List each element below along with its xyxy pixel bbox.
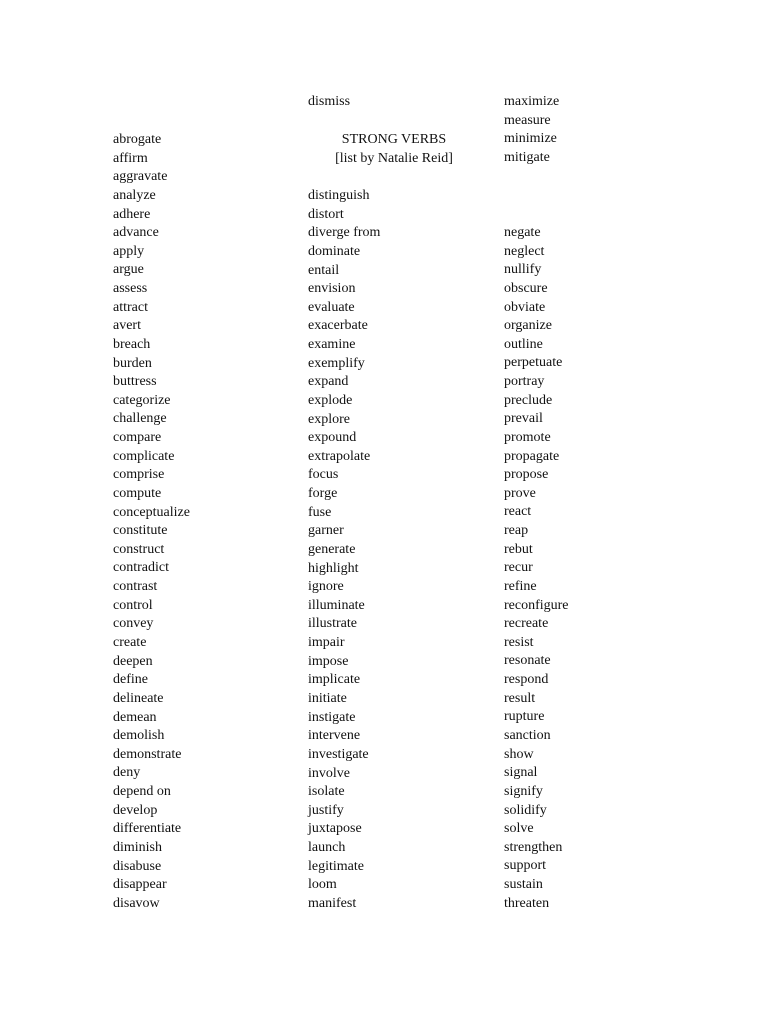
left-column-word: differentiate <box>113 821 182 837</box>
right-column-word: minimize <box>504 131 557 147</box>
right-column-word: solve <box>504 821 534 837</box>
left-column-word: affirm <box>113 150 148 166</box>
middle-column-word: explore <box>308 411 350 427</box>
middle-column-word: generate <box>308 541 356 557</box>
left-column-word: disabuse <box>113 858 162 874</box>
middle-column-word: fuse <box>308 504 332 520</box>
left-column-word: diminish <box>113 839 163 855</box>
left-column-word: compute <box>113 485 162 501</box>
right-column-word: obviate <box>504 299 546 315</box>
left-column-word: develop <box>113 802 158 818</box>
right-column-word: result <box>504 690 536 706</box>
middle-column-word: instigate <box>308 709 356 725</box>
left-column-word: categorize <box>113 392 171 408</box>
left-column-word: complicate <box>113 448 175 464</box>
left-column-word: create <box>113 635 147 650</box>
left-column-word: construct <box>113 541 165 557</box>
right-column-word: resist <box>504 634 534 650</box>
right-column-word: outline <box>504 336 543 352</box>
middle-column-word: implicate <box>308 672 361 688</box>
right-column-word: signal <box>504 765 538 781</box>
middle-column-word: evaluate <box>308 299 355 315</box>
left-column-word: aggravate <box>113 169 168 185</box>
right-column-word: neglect <box>504 243 545 259</box>
right-column-word: maximize <box>504 94 560 109</box>
left-column-word: apply <box>113 243 145 259</box>
right-column-word: reconfigure <box>504 597 569 613</box>
document-title: STRONG VERBS <box>341 132 447 147</box>
left-column-word: challenge <box>113 411 167 427</box>
middle-column-word: distinguish <box>308 188 370 203</box>
right-column-word: propose <box>504 467 549 483</box>
middle-column-word: initiate <box>308 691 347 706</box>
middle-column-word: dismiss <box>308 94 351 109</box>
left-column-word: advance <box>113 225 159 241</box>
middle-column-word: garner <box>308 523 344 539</box>
middle-column-word: distort <box>308 206 344 222</box>
middle-column-word: isolate <box>308 784 345 800</box>
left-column-word: comprise <box>113 467 165 483</box>
right-column-word: rupture <box>504 709 545 725</box>
left-column-word: assess <box>113 281 148 297</box>
right-column-word: support <box>504 858 546 874</box>
middle-column-word: examine <box>308 337 356 353</box>
right-column-word: promote <box>504 429 551 445</box>
right-column-word: show <box>504 746 534 762</box>
right-column-word: reap <box>504 523 529 539</box>
right-column-word: recur <box>504 560 533 576</box>
left-column-word: demonstrate <box>113 746 182 762</box>
left-column-word: compare <box>113 430 162 446</box>
middle-column-word: legitimate <box>308 858 364 874</box>
left-column-word: disappear <box>113 877 167 893</box>
middle-column-word: envision <box>308 281 356 297</box>
title-block <box>300 131 488 167</box>
left-column-word: adhere <box>113 206 151 222</box>
middle-column-word: involve <box>308 765 350 781</box>
right-column-word: nullify <box>504 262 542 278</box>
middle-column-word: impair <box>308 635 345 651</box>
right-column-word: portray <box>504 374 545 390</box>
middle-column-word: ignore <box>308 579 344 595</box>
right-column-word: measure <box>504 112 551 128</box>
right-column-word: perpetuate <box>504 355 563 371</box>
middle-column-word: dominate <box>308 243 361 259</box>
left-column-word: deny <box>113 765 141 781</box>
right-column-word: sanction <box>504 728 551 743</box>
right-column-word: signify <box>504 783 543 799</box>
left-column-word: contrast <box>113 579 158 595</box>
left-column-word: conceptualize <box>113 504 190 520</box>
right-column-word: mitigate <box>504 149 550 165</box>
document-subtitle: [list by Natalie Reid] <box>335 150 453 166</box>
left-column-word: demean <box>113 709 157 725</box>
right-column-word: prove <box>504 485 536 501</box>
left-column-word: depend on <box>113 784 171 800</box>
middle-column-word: diverge from <box>308 225 381 241</box>
middle-column-word: extrapolate <box>308 448 371 464</box>
right-column-word: solidify <box>504 802 547 818</box>
right-column-word: obscure <box>504 280 548 296</box>
middle-column-word: forge <box>308 486 338 502</box>
middle-column-word: justify <box>308 802 344 818</box>
right-column-word: recreate <box>504 616 549 632</box>
middle-column-word: entail <box>308 262 340 278</box>
middle-column-word: loom <box>308 877 337 893</box>
middle-column-word: explode <box>308 392 353 408</box>
middle-column-word: investigate <box>308 746 369 762</box>
middle-column-word: intervene <box>308 728 361 744</box>
middle-column-word: expound <box>308 430 357 446</box>
left-column-word: abrogate <box>113 132 162 147</box>
left-column-word: contradict <box>113 560 169 576</box>
right-column-word: strengthen <box>504 839 563 855</box>
middle-column-word: launch <box>308 840 346 856</box>
left-column-word: avert <box>113 318 141 334</box>
middle-column-word: illustrate <box>308 616 357 632</box>
right-column-word: rebut <box>504 541 533 557</box>
left-column-word: convey <box>113 616 154 632</box>
left-column-word: argue <box>113 262 144 278</box>
right-column-word: resonate <box>504 653 551 669</box>
left-column-word: define <box>113 672 148 688</box>
middle-column-word: exemplify <box>308 355 365 371</box>
left-column-word: control <box>113 597 153 613</box>
middle-column-word: impose <box>308 653 349 669</box>
right-column-word: organize <box>504 318 552 334</box>
left-column-word: attract <box>113 299 148 315</box>
middle-column-word: illuminate <box>308 597 365 613</box>
right-column-word: sustain <box>504 877 543 893</box>
left-column-word: breach <box>113 336 151 352</box>
middle-column-word: focus <box>308 467 339 483</box>
left-column-word: deepen <box>113 653 153 669</box>
right-column-word: refine <box>504 578 537 594</box>
right-column-word: respond <box>504 672 549 688</box>
middle-column-word: manifest <box>308 895 357 911</box>
middle-column-word: exacerbate <box>308 318 368 334</box>
right-column-word: react <box>504 504 532 520</box>
right-column-word: preclude <box>504 392 553 408</box>
left-column-word: demolish <box>113 728 165 744</box>
middle-column-word: expand <box>308 374 349 390</box>
right-column-word: negate <box>504 225 541 240</box>
left-column-word: burden <box>113 355 152 371</box>
left-column-word: constitute <box>113 523 168 539</box>
left-column-word: disavow <box>113 895 160 911</box>
right-column-word: prevail <box>504 411 543 427</box>
left-column-word: delineate <box>113 690 164 706</box>
right-column-word: propagate <box>504 448 560 464</box>
right-column-word: threaten <box>504 895 550 911</box>
middle-column-word: juxtapose <box>308 821 362 837</box>
left-column-word: buttress <box>113 374 157 390</box>
middle-column-word: highlight <box>308 560 359 576</box>
left-column-word: analyze <box>113 187 156 203</box>
